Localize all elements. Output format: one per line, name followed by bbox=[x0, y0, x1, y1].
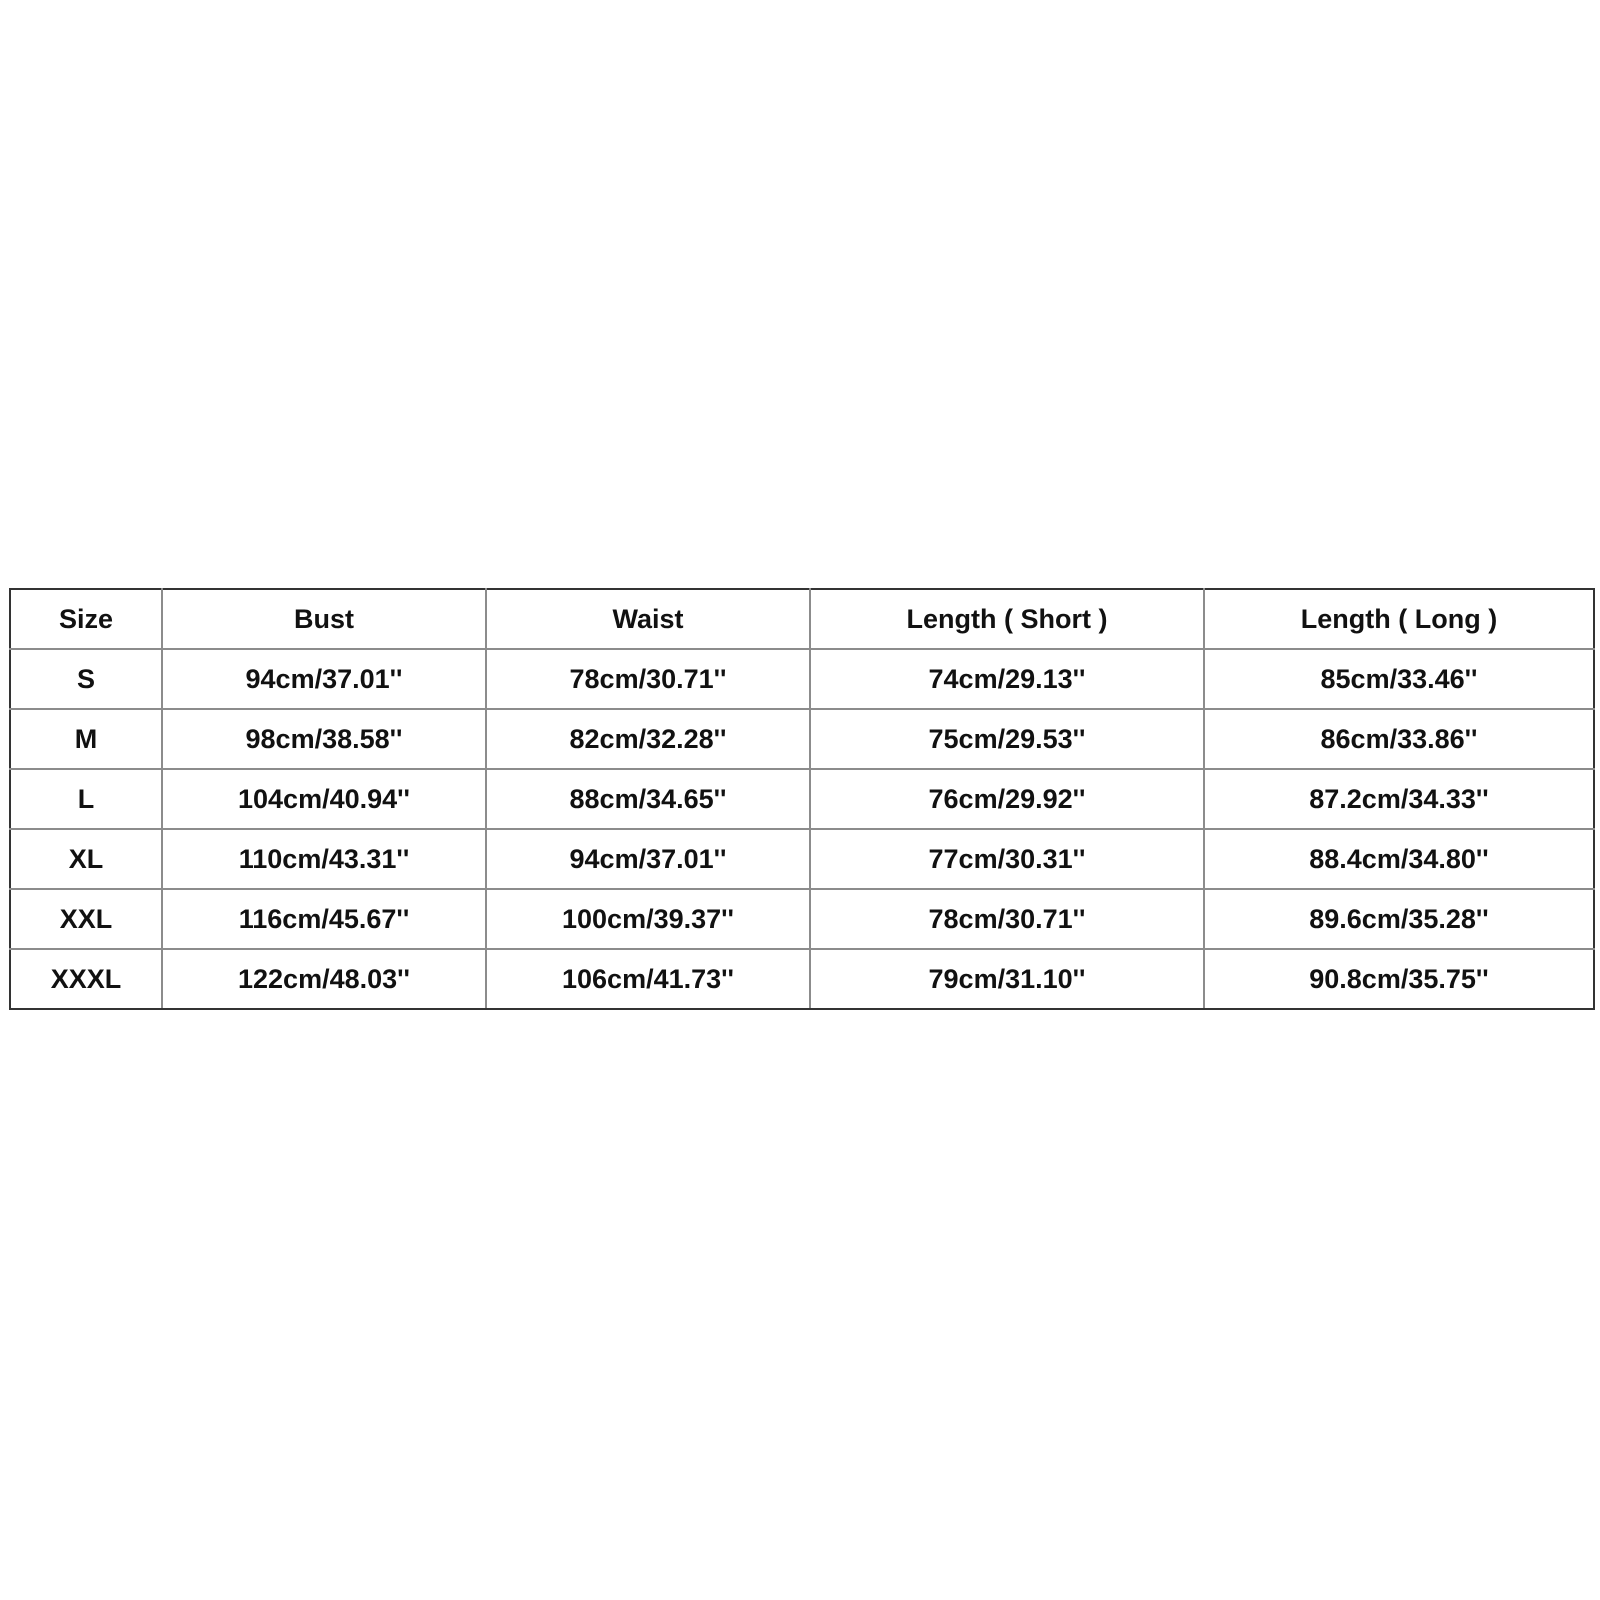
length-long-cell: 89.6cm/35.28'' bbox=[1204, 889, 1594, 949]
waist-cell: 106cm/41.73'' bbox=[486, 949, 810, 1009]
length-long-cell: 85cm/33.46'' bbox=[1204, 649, 1594, 709]
bust-cell: 98cm/38.58'' bbox=[162, 709, 486, 769]
table-row bbox=[10, 709, 1594, 769]
bust-cell: 110cm/43.31'' bbox=[162, 829, 486, 889]
size-cell: L bbox=[10, 769, 162, 829]
bust-cell: 104cm/40.94'' bbox=[162, 769, 486, 829]
length-long-cell: 90.8cm/35.75'' bbox=[1204, 949, 1594, 1009]
size-cell: M bbox=[10, 709, 162, 769]
table-row bbox=[10, 769, 1594, 829]
header-size: Size bbox=[10, 589, 162, 649]
size-chart-container bbox=[9, 588, 1593, 1010]
header-length-long: Length ( Long ) bbox=[1204, 589, 1594, 649]
length-long-cell: 86cm/33.86'' bbox=[1204, 709, 1594, 769]
size-cell: XXL bbox=[10, 889, 162, 949]
table-row bbox=[10, 649, 1594, 709]
waist-cell: 94cm/37.01'' bbox=[486, 829, 810, 889]
header-length-short: Length ( Short ) bbox=[810, 589, 1204, 649]
size-cell: XXXL bbox=[10, 949, 162, 1009]
size-chart-table bbox=[9, 588, 1595, 1010]
table-row bbox=[10, 949, 1594, 1009]
bust-cell: 122cm/48.03'' bbox=[162, 949, 486, 1009]
table-row bbox=[10, 829, 1594, 889]
length-short-cell: 79cm/31.10'' bbox=[810, 949, 1204, 1009]
waist-cell: 100cm/39.37'' bbox=[486, 889, 810, 949]
bust-cell: 94cm/37.01'' bbox=[162, 649, 486, 709]
length-short-cell: 74cm/29.13'' bbox=[810, 649, 1204, 709]
size-cell: S bbox=[10, 649, 162, 709]
bust-cell: 116cm/45.67'' bbox=[162, 889, 486, 949]
length-short-cell: 75cm/29.53'' bbox=[810, 709, 1204, 769]
length-short-cell: 76cm/29.92'' bbox=[810, 769, 1204, 829]
length-short-cell: 77cm/30.31'' bbox=[810, 829, 1204, 889]
table-row bbox=[10, 889, 1594, 949]
waist-cell: 82cm/32.28'' bbox=[486, 709, 810, 769]
header-row bbox=[10, 589, 1594, 649]
length-long-cell: 87.2cm/34.33'' bbox=[1204, 769, 1594, 829]
header-bust: Bust bbox=[162, 589, 486, 649]
header-waist: Waist bbox=[486, 589, 810, 649]
length-short-cell: 78cm/30.71'' bbox=[810, 889, 1204, 949]
size-cell: XL bbox=[10, 829, 162, 889]
waist-cell: 88cm/34.65'' bbox=[486, 769, 810, 829]
length-long-cell: 88.4cm/34.80'' bbox=[1204, 829, 1594, 889]
waist-cell: 78cm/30.71'' bbox=[486, 649, 810, 709]
